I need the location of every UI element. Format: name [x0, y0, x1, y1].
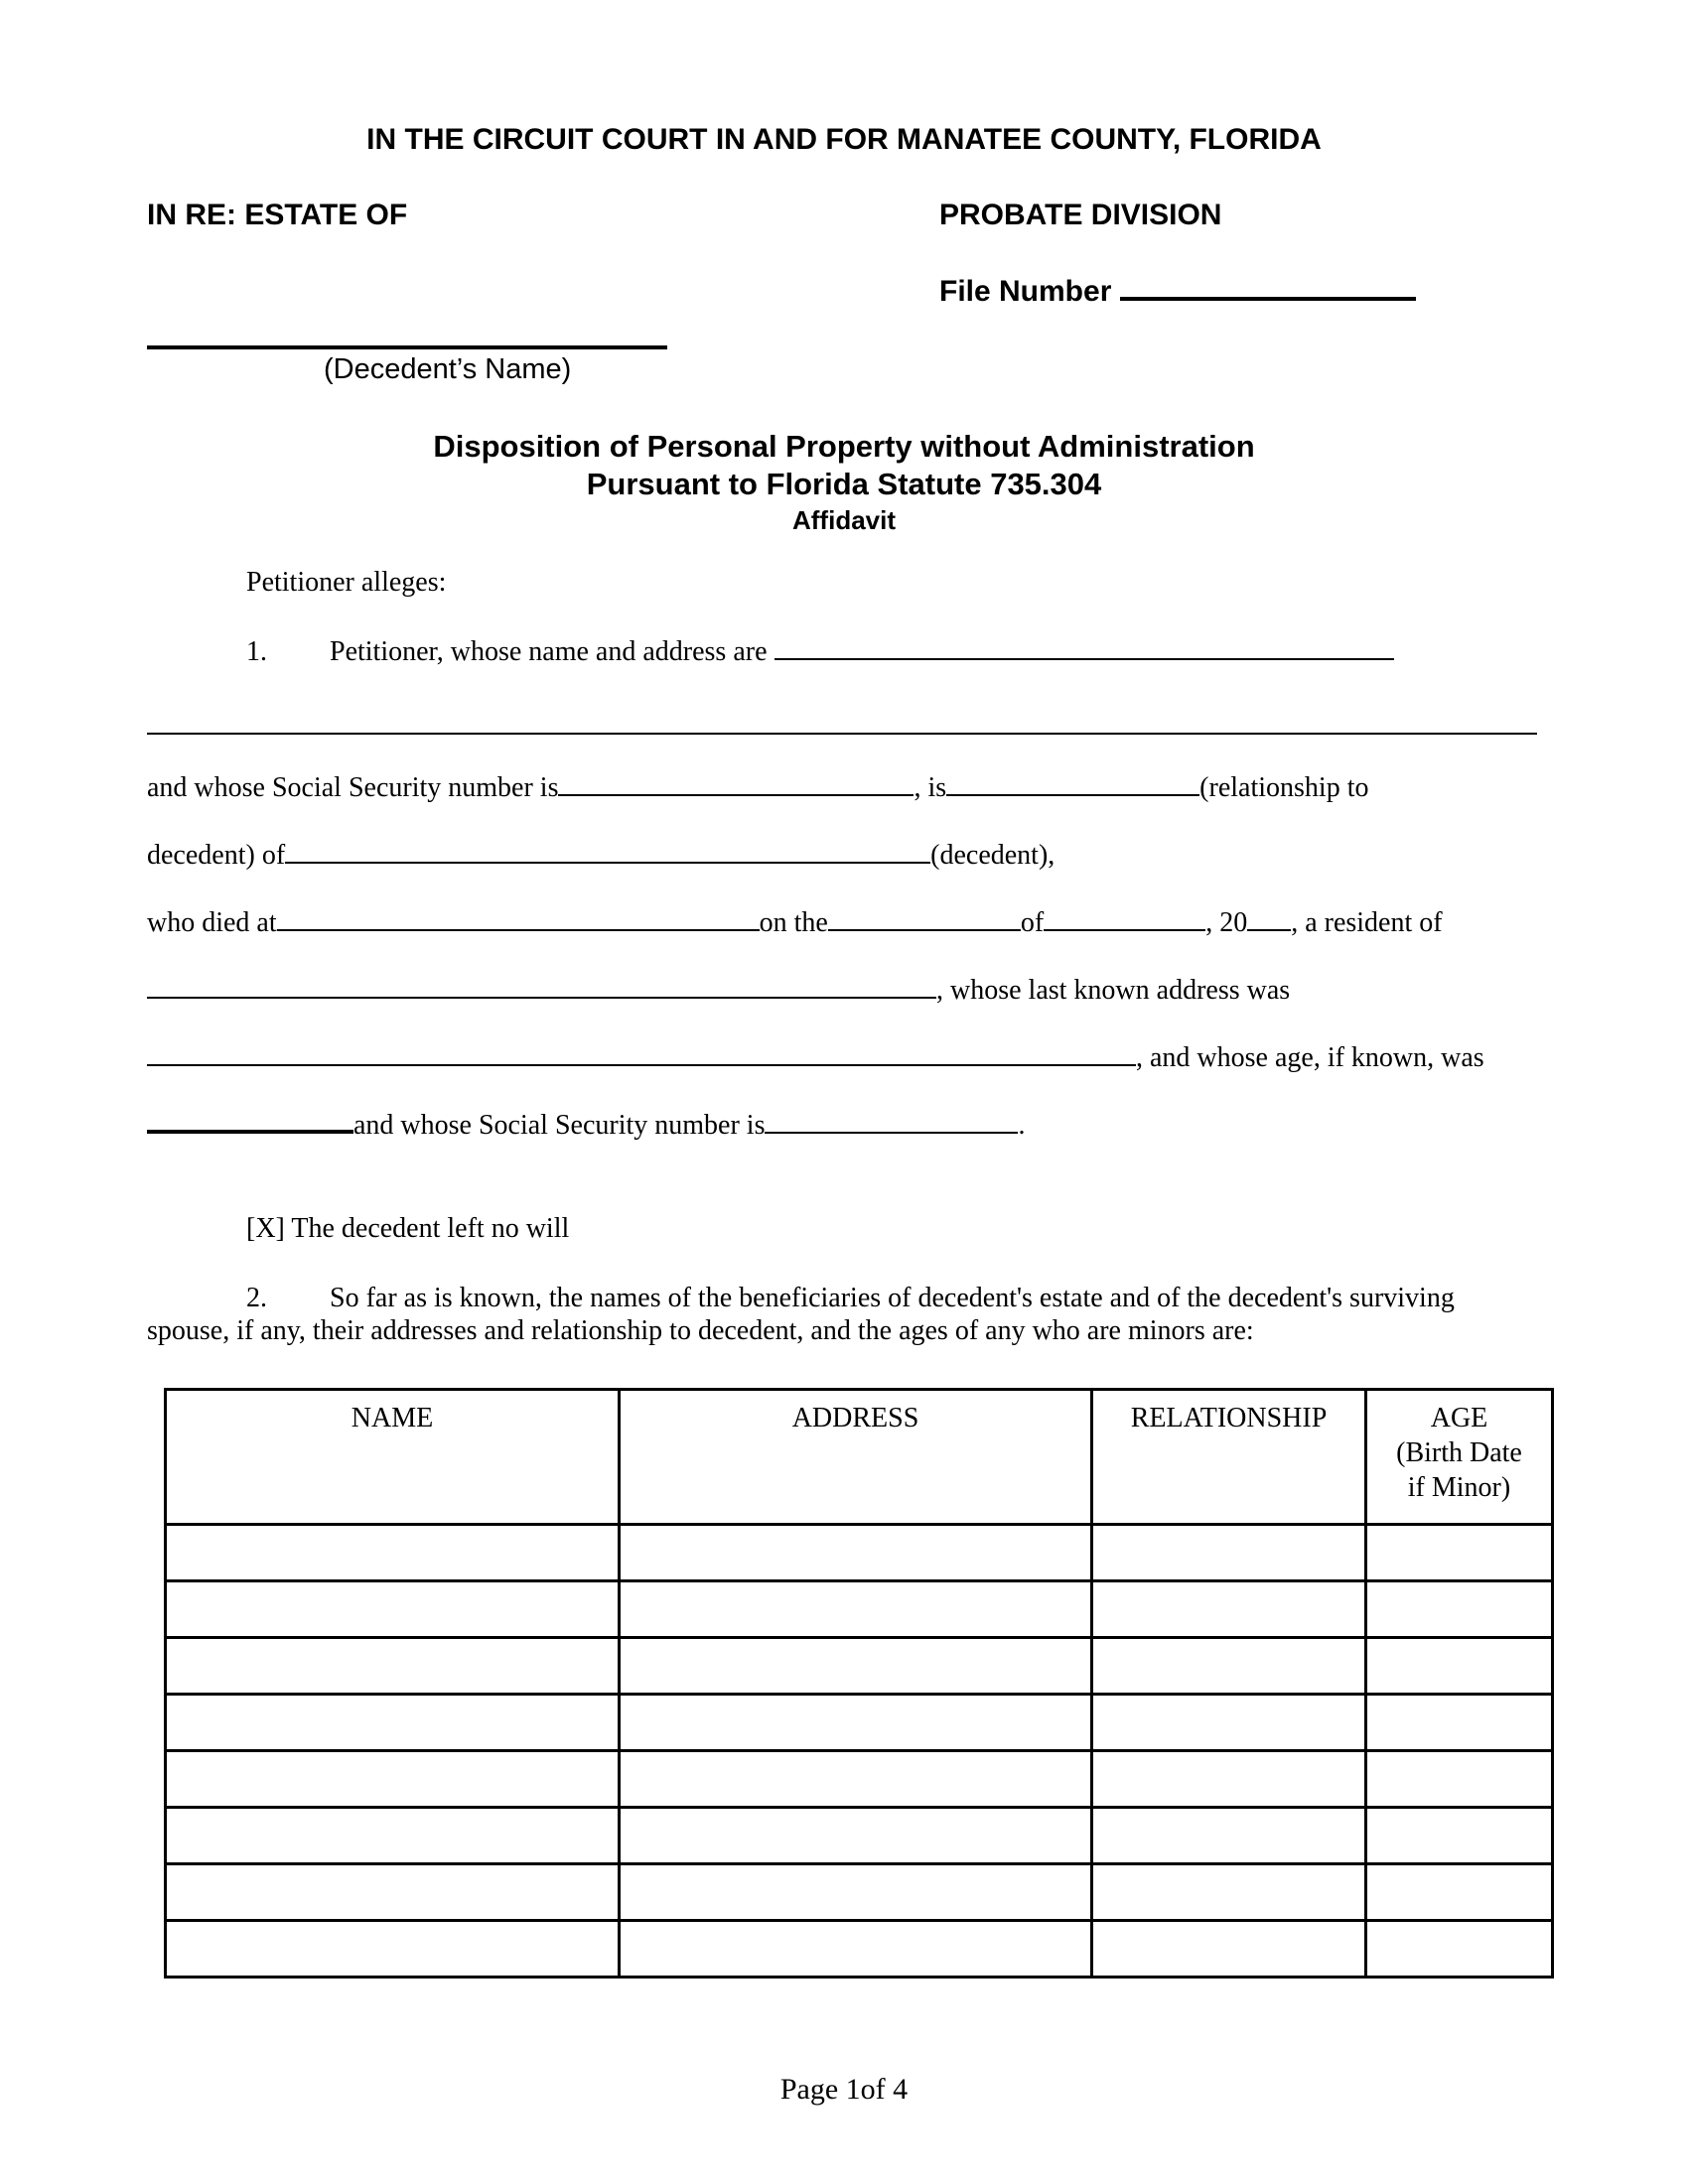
- paragraph-1-text: Petitioner, whose name and address are: [330, 636, 768, 667]
- relationship-cell[interactable]: [1092, 1751, 1366, 1808]
- is-label: , is: [914, 772, 947, 803]
- decedent-of-label: decedent) of: [147, 840, 286, 871]
- petitioner-address-line-2[interactable]: [147, 733, 1537, 735]
- address-column-header: ADDRESS: [620, 1390, 1092, 1525]
- relationship-column-header: RELATIONSHIP: [1092, 1390, 1366, 1525]
- age-header-line1: AGE: [1430, 1403, 1488, 1433]
- ssn2-label: and whose Social Security number is: [353, 1110, 766, 1141]
- file-number-label: File Number: [939, 275, 1112, 308]
- death-day-field[interactable]: [828, 928, 1021, 931]
- address-cell[interactable]: [620, 1638, 1092, 1695]
- decedent-of-line: [147, 840, 1055, 872]
- age-cell[interactable]: [1366, 1581, 1553, 1638]
- name-cell[interactable]: [166, 1808, 620, 1864]
- relationship-cell[interactable]: [1092, 1921, 1366, 1978]
- residence-field[interactable]: [147, 996, 936, 999]
- page-number: Page 1of 4: [779, 2073, 909, 2106]
- paragraph-2-number: 2.: [246, 1283, 267, 1313]
- address-cell[interactable]: [620, 1864, 1092, 1921]
- relationship-cell[interactable]: [1092, 1638, 1366, 1695]
- relationship-label: (relationship to: [1199, 772, 1369, 803]
- age-cell[interactable]: [1366, 1864, 1553, 1921]
- table-row: [166, 1751, 1553, 1808]
- died-at-line: [147, 907, 1443, 939]
- name-cell[interactable]: [166, 1581, 620, 1638]
- relationship-field[interactable]: [946, 793, 1199, 796]
- age-cell[interactable]: [1366, 1751, 1553, 1808]
- paragraph-2-text-line1: So far as is known, the names of the beneficiaries of decedent's estate and of the decedent's surviving: [330, 1283, 1455, 1313]
- table-row: [166, 1638, 1553, 1695]
- paragraph-1-line: [246, 636, 1394, 668]
- name-column-header: NAME: [166, 1390, 620, 1525]
- address-cell[interactable]: [620, 1921, 1092, 1978]
- decedent-label: (decedent),: [930, 840, 1055, 871]
- name-cell[interactable]: [166, 1751, 620, 1808]
- residence-line: [147, 975, 1290, 1007]
- in-re-estate-label: IN RE: ESTATE OF: [147, 199, 408, 231]
- petitioner-ssn-line: [147, 772, 1368, 804]
- age-cell[interactable]: [1366, 1808, 1553, 1864]
- paragraph-2-text-line2: spouse, if any, their addresses and relationship to decedent, and the ages of any who are minors are:: [147, 1315, 1254, 1346]
- table-row: [166, 1695, 1553, 1751]
- death-year-field[interactable]: [1247, 928, 1291, 931]
- table-header-row: [166, 1390, 1553, 1525]
- address-cell[interactable]: [620, 1808, 1092, 1864]
- decedent-name-line[interactable]: [147, 345, 667, 349]
- beneficiaries-table: [164, 1388, 1554, 1979]
- resident-of-label: , a resident of: [1291, 907, 1443, 938]
- file-number-field[interactable]: [939, 275, 1416, 309]
- table-row: [166, 1864, 1553, 1921]
- decedent-name-caption: (Decedent’s Name): [324, 353, 572, 385]
- decedent-ssn-field[interactable]: [765, 1131, 1018, 1134]
- address-cell[interactable]: [620, 1751, 1092, 1808]
- petitioner-ssn-field[interactable]: [558, 793, 914, 796]
- year-prefix: , 20: [1205, 907, 1248, 938]
- relationship-cell[interactable]: [1092, 1581, 1366, 1638]
- form-title-line1: Disposition of Personal Property without Administration: [433, 429, 1255, 464]
- death-place-field[interactable]: [277, 928, 760, 931]
- last-address-field[interactable]: [147, 1063, 1136, 1066]
- last-address-label: , whose last known address was: [936, 975, 1291, 1006]
- age-cell[interactable]: [1366, 1695, 1553, 1751]
- on-the-label: on the: [759, 907, 828, 938]
- no-will-checkbox-text: [X] The decedent left no will: [246, 1213, 570, 1244]
- table-row: [166, 1921, 1553, 1978]
- decedent-name-field[interactable]: [285, 861, 930, 864]
- death-month-field[interactable]: [1044, 928, 1205, 931]
- age-column-header: [1366, 1390, 1553, 1525]
- age-header-line3: if Minor): [1407, 1472, 1511, 1503]
- last-address-line: [147, 1042, 1484, 1074]
- paragraph-1-number: 1.: [246, 636, 267, 667]
- table-row: [166, 1808, 1553, 1864]
- table-row: [166, 1525, 1553, 1581]
- name-cell[interactable]: [166, 1638, 620, 1695]
- probate-division-label: PROBATE DIVISION: [939, 199, 1222, 231]
- court-heading: IN THE CIRCUIT COURT IN AND FOR MANATEE COUNTY, FLORIDA: [366, 123, 1322, 156]
- file-number-line[interactable]: [1120, 293, 1416, 301]
- form-title-affidavit: Affidavit: [792, 505, 896, 535]
- period: .: [1018, 1110, 1026, 1141]
- table-row: [166, 1581, 1553, 1638]
- relationship-cell[interactable]: [1092, 1525, 1366, 1581]
- paragraph-2-line1: [246, 1283, 1455, 1314]
- address-cell[interactable]: [620, 1695, 1092, 1751]
- decedent-age-field[interactable]: [147, 1126, 353, 1134]
- age-cell[interactable]: [1366, 1921, 1553, 1978]
- name-cell[interactable]: [166, 1921, 620, 1978]
- petitioner-name-address-line[interactable]: [774, 657, 1394, 660]
- age-cell[interactable]: [1366, 1525, 1553, 1581]
- name-cell[interactable]: [166, 1864, 620, 1921]
- name-cell[interactable]: [166, 1695, 620, 1751]
- relationship-cell[interactable]: [1092, 1695, 1366, 1751]
- age-cell[interactable]: [1366, 1638, 1553, 1695]
- relationship-cell[interactable]: [1092, 1808, 1366, 1864]
- age-ssn-line: [147, 1110, 1025, 1142]
- name-cell[interactable]: [166, 1525, 620, 1581]
- died-at-label: who died at: [147, 907, 277, 938]
- of-label: of: [1020, 907, 1045, 938]
- form-title-line2: Pursuant to Florida Statute 735.304: [586, 467, 1102, 501]
- relationship-cell[interactable]: [1092, 1864, 1366, 1921]
- age-header-line2: (Birth Date: [1396, 1437, 1522, 1468]
- address-cell[interactable]: [620, 1525, 1092, 1581]
- address-cell[interactable]: [620, 1581, 1092, 1638]
- petitioner-alleges: Petitioner alleges:: [246, 567, 447, 598]
- age-label: , and whose age, if known, was: [1136, 1042, 1484, 1073]
- ssn-label: and whose Social Security number is: [147, 772, 559, 803]
